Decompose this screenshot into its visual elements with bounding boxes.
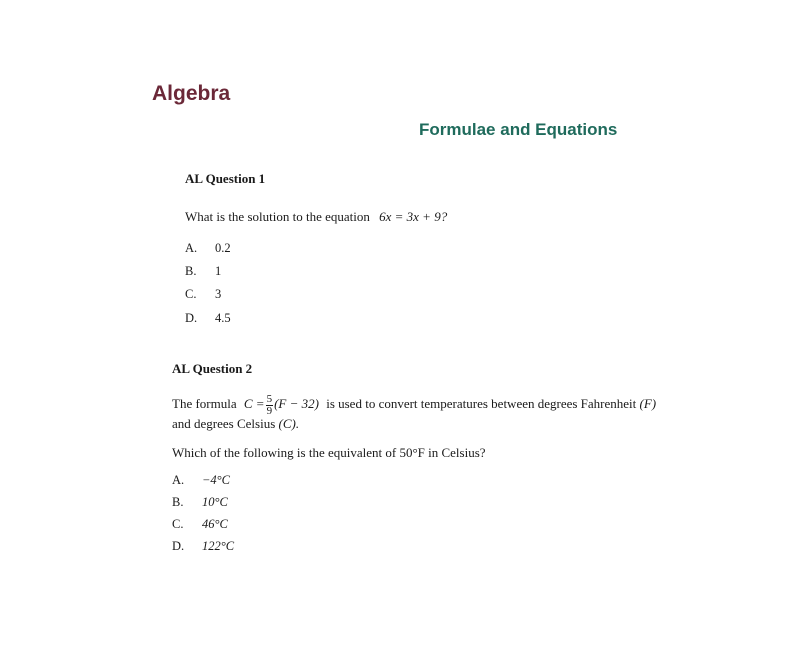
option-value: 46°C [202, 517, 228, 531]
question-2-question: Which of the following is the equivalent of 50°F in Celsius? [172, 445, 486, 460]
option-value: 0.2 [215, 241, 231, 255]
question-1-option-a[interactable] [185, 241, 231, 256]
option-value: 1 [215, 264, 222, 278]
question-2-heading: AL Question 2 [172, 361, 253, 376]
section-title: Algebra [152, 82, 231, 105]
question-2-prompt-start: The formula [172, 396, 237, 411]
fraction-numerator: 5 [266, 392, 273, 405]
formula-rhs: (F − 32) [274, 396, 319, 411]
question-2-option-d[interactable] [172, 539, 234, 554]
question-1-option-c[interactable] [185, 287, 221, 302]
question-1-equation: 6x = 3x + 9? [379, 209, 448, 224]
option-value: 10°C [202, 495, 228, 509]
option-letter: B. [185, 264, 197, 278]
question-2-prompt [172, 391, 656, 417]
question-2-prompt-line2-text: and degrees Celsius [172, 416, 276, 431]
option-letter: A. [185, 241, 198, 255]
option-value: 3 [215, 287, 222, 301]
option-letter: C. [185, 287, 197, 301]
question-2-option-a[interactable] [172, 473, 230, 488]
formula-lhs: C = [243, 396, 265, 411]
option-value: −4°C [202, 473, 231, 487]
question-2-prompt-mid: is used to convert temperatures between degrees Fahrenheit [326, 396, 637, 411]
question-2-option-c[interactable] [172, 517, 228, 532]
unit-celsius: (C). [278, 416, 300, 431]
question-2-prompt-line2 [172, 416, 299, 432]
question-2-option-b[interactable] [172, 495, 228, 510]
unit-fahrenheit: (F) [639, 396, 657, 411]
question-1-prompt [185, 209, 447, 225]
option-value: 4.5 [215, 311, 231, 325]
question-1-option-d[interactable] [185, 311, 231, 326]
option-letter: D. [172, 539, 185, 553]
option-value: 122°C [202, 539, 235, 553]
fraction-denominator: 9 [266, 404, 273, 417]
formula-fraction [266, 394, 274, 417]
question-1-prompt-text: What is the solution to the equation [185, 209, 370, 224]
option-letter: D. [185, 311, 198, 325]
option-letter: A. [172, 473, 185, 487]
subsection-title: Formulae and Equations [419, 120, 618, 139]
option-letter: C. [172, 517, 184, 531]
question-1-option-b[interactable] [185, 264, 221, 279]
option-letter: B. [172, 495, 184, 509]
question-1-heading: AL Question 1 [185, 171, 266, 186]
